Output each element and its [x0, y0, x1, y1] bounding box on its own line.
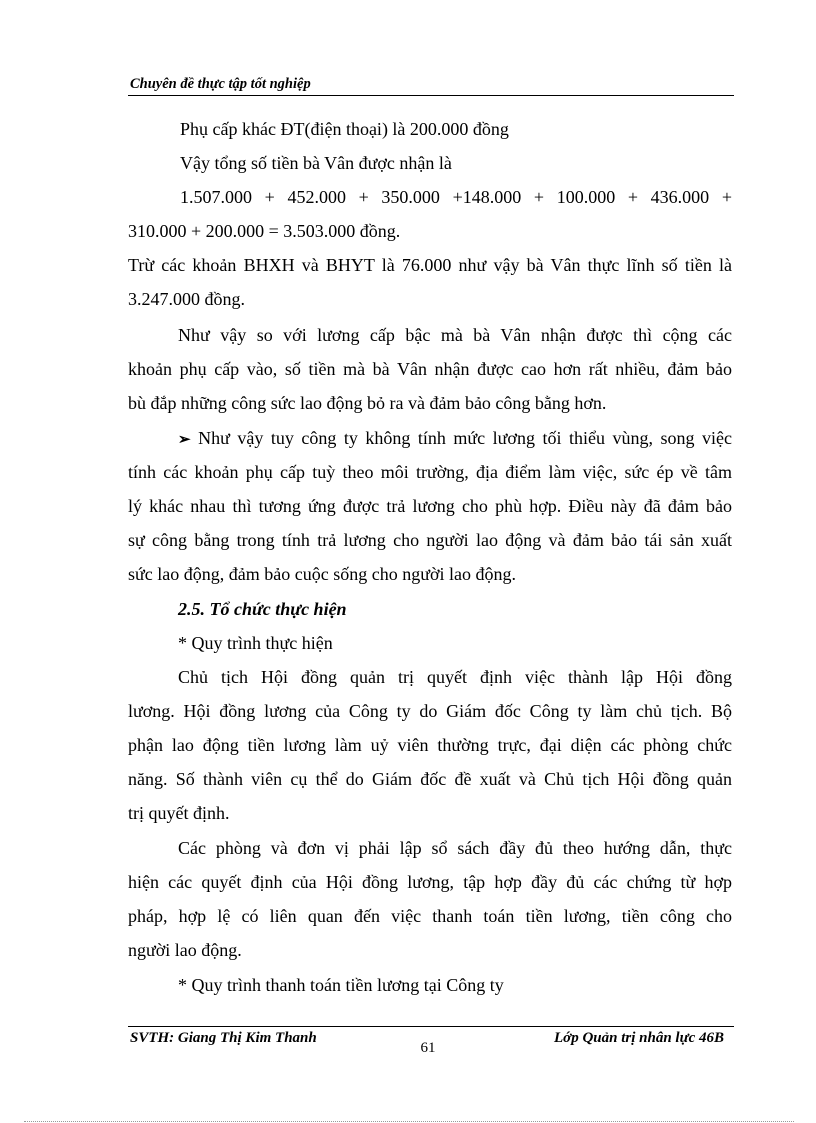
- paragraph-line: lương. Hội đồng lương của Công ty do Giám đốc Công ty làm chủ tịch. Bộ: [128, 701, 732, 721]
- paragraph-line: phận lao động tiền lương làm uỷ viên thường trực, đại diện các phòng chức: [128, 735, 732, 755]
- paragraph-line: người lao động.: [128, 940, 242, 960]
- paragraph-line: năng. Số thành viên cụ thể do Giám đốc đề xuất và Chủ tịch Hội đồng quản: [128, 769, 732, 789]
- page-bottom-dotted-line: [24, 1121, 794, 1122]
- footer-class: Lớp Quản trị nhân lực 46B: [554, 1030, 724, 1046]
- paragraph-line: sự công bằng trong tính trả lương cho người lao động và đảm bảo tái sản xuất: [128, 530, 732, 550]
- paragraph-line: tính các khoản phụ cấp tuỳ theo môi trường, địa điểm làm việc, sức ép về tâm: [128, 462, 732, 482]
- paragraph-line: khoản phụ cấp vào, số tiền mà bà Vân nhận được cao hơn rất nhiều, đảm bảo: [128, 359, 732, 379]
- body-line: Trừ các khoản BHXH và BHYT là 76.000 như vậy bà Vân thực lĩnh số tiền là: [128, 255, 732, 275]
- footer-rule: [128, 1026, 734, 1027]
- section-heading: 2.5. Tổ chức thực hiện: [178, 599, 347, 619]
- paragraph-line: pháp, hợp lệ có liên quan đến việc thanh toán tiền lương, tiền công cho: [128, 906, 732, 926]
- paragraph-line: trị quyết định.: [128, 803, 230, 823]
- body-line: 1.507.000 + 452.000 + 350.000 +148.000 + 100.000 + 436.000 +: [180, 187, 732, 207]
- paragraph-line: hiện các quyết định của Hội đồng lương, tập hợp đầy đủ các chứng từ hợp: [128, 872, 732, 892]
- paragraph-line: lý khác nhau thì tương ứng được trả lương cho phù hợp. Điều này đã đảm bảo: [128, 496, 732, 516]
- header-rule: [128, 95, 734, 96]
- paragraph-line: Như vậy tuy công ty không tính mức lương tối thiểu vùng, song việc: [198, 428, 732, 448]
- paragraph-line: Các phòng và đơn vị phải lập sổ sách đầy đủ theo hướng dẫn, thực: [178, 838, 732, 858]
- paragraph-line: Như vậy so với lương cấp bậc mà bà Vân nhận được thì cộng các: [178, 325, 732, 345]
- body-line: Phụ cấp khác ĐT(điện thoại) là 200.000 đồng: [180, 119, 509, 139]
- subheading: * Quy trình thanh toán tiền lương tại Công ty: [178, 975, 504, 995]
- body-line: 3.247.000 đồng.: [128, 289, 245, 309]
- arrow-bullet-icon: ➢: [178, 432, 191, 448]
- header-title: Chuyên đề thực tập tốt nghiệp: [130, 76, 311, 92]
- page-number: 61: [420, 1040, 436, 1056]
- body-line: 310.000 + 200.000 = 3.503.000 đồng.: [128, 221, 401, 241]
- paragraph-line: sức lao động, đảm bảo cuộc sống cho người lao động.: [128, 564, 516, 584]
- paragraph-line: Chủ tịch Hội đồng quản trị quyết định việc thành lập Hội đồng: [178, 667, 732, 687]
- subheading: * Quy trình thực hiện: [178, 633, 333, 653]
- body-line: Vậy tổng số tiền bà Vân được nhận là: [180, 153, 452, 173]
- paragraph-line: bù đắp những công sức lao động bỏ ra và đảm bảo công bằng hơn.: [128, 393, 607, 413]
- footer-author: SVTH: Giang Thị Kim Thanh: [130, 1030, 317, 1046]
